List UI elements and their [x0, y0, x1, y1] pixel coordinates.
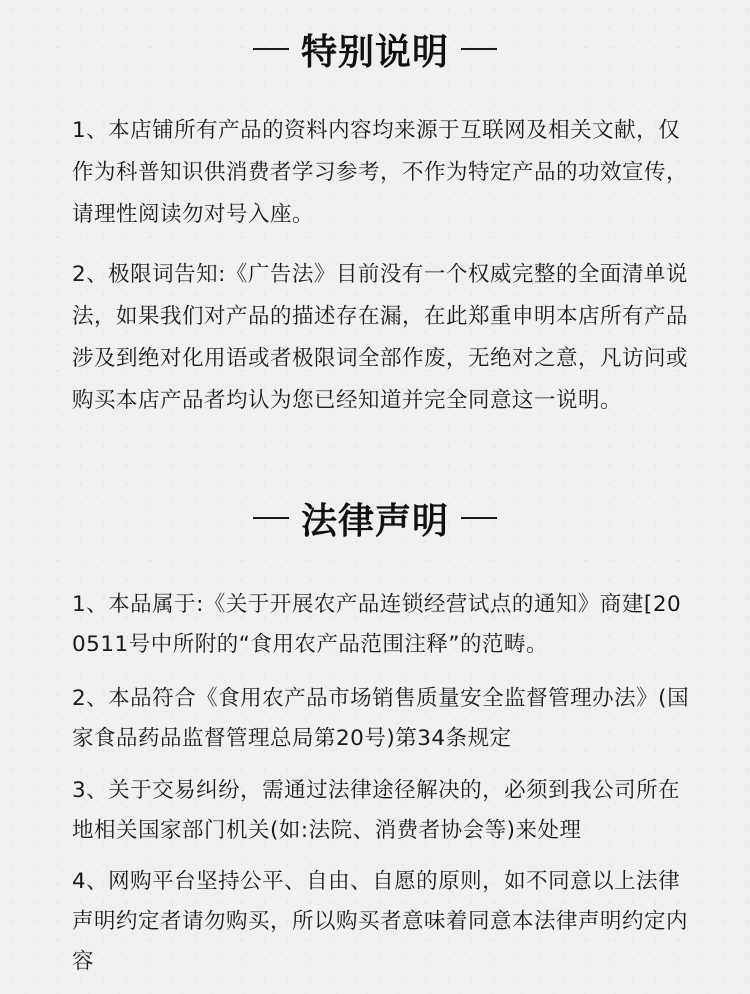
legal-statement-heading	[0, 493, 750, 543]
special-notice-title: 特别说明	[300, 31, 449, 73]
special-notice-heading	[0, 24, 750, 74]
legal-item-2: 2、本品符合《食用农产品市场销售质量安全监督管理办法》(国家食品药品监督管理总局第20号)第34条规定	[72, 686, 690, 751]
legal-statement-title: 法律声明	[300, 500, 449, 542]
heading-dash-right	[461, 48, 497, 50]
heading-dash-right	[461, 517, 497, 519]
legal-item-1: 1、本品属于:《关于开展农产品连锁经营试点的通知》商建[200511号中所附的“食用农产品范围注释”的范畴。	[72, 592, 682, 657]
special-notice-item-1: 1、本店铺所有产品的资料内容均来源于互联网及相关文献，仅作为科普知识供消费者学习参考，不作为特定产品的功效宣传，请理性阅读勿对号入座。	[72, 118, 689, 227]
legal-item-4: 4、网购平台坚持公平、自由、自愿的原则，如不同意以上法律声明约定者请勿购买，所以购买者意味着同意本法律声明约定内容	[72, 869, 689, 974]
legal-item-3: 3、关于交易纠纷，需通过法律途径解决的，必须到我公司所在地相关国家部门机关(如:法院、消费者协会等)来处理	[72, 778, 681, 843]
special-notice-item-2: 2、极限词告知:《广告法》目前没有一个权威完整的全面清单说法，如果我们对产品的描述存在漏，在此郑重申明本店所有产品涉及到绝对化用语或者极限词全部作废，无绝对之意，凡访问或购买本店产品者均认为您已经知道并完全同意这一说明。	[72, 262, 689, 413]
heading-dash-left	[253, 48, 289, 50]
heading-dash-left	[253, 517, 289, 519]
